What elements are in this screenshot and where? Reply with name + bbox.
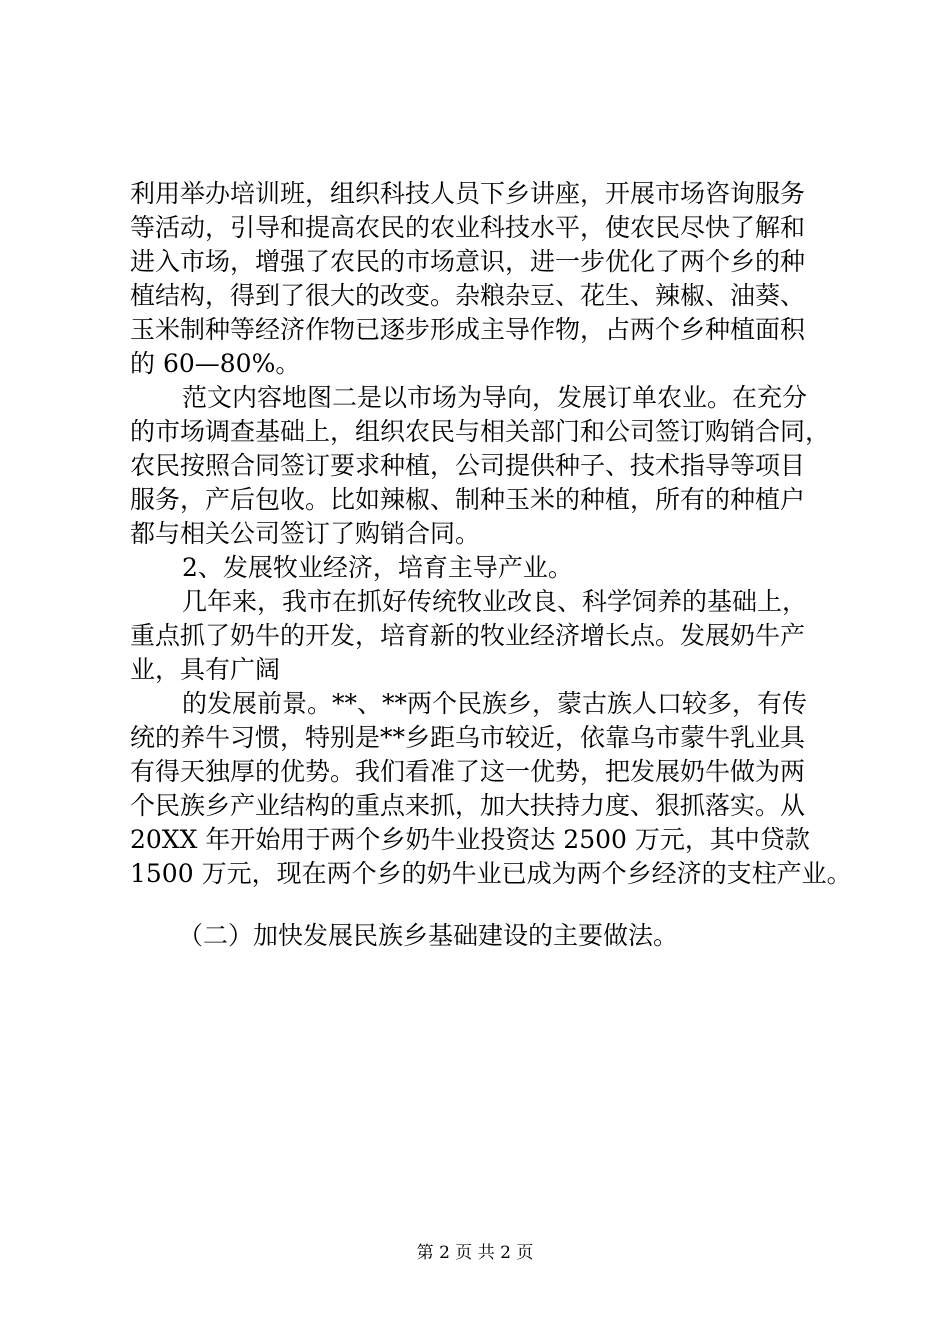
paragraph-3-line-1: 几年来，我市在抓好传统牧业改良、科学饲养的基础上， [182,587,808,616]
paragraph-3-line-4: 的发展前景。**、**两个民族乡，蒙古族人口较多，有传 [182,689,808,718]
paragraph-2-line-2: 的市场调查基础上，组织农民与相关部门和公司签订购销合同， [130,417,831,446]
paragraph-2-line-4: 服务，产后包收。比如辣椒、制种玉米的种植，所有的种植户 [130,485,806,514]
paragraph-2-line-5: 都与相关公司签订了购销合同。 [130,519,481,548]
paragraph-3-line-6: 有得天独厚的优势。我们看准了这一优势，把发展奶牛做为两 [130,757,806,786]
section-heading: 2、发展牧业经济，培育主导产业。 [182,553,573,582]
text-line-1: 利用举办培训班，组织科技人员下乡讲座，开展市场咨询服务 [130,179,806,208]
text-line-4: 植结构，得到了很大的改变。杂粮杂豆、花生、辣椒、油葵、 [130,281,806,310]
paragraph-2-line-3: 农民按照合同签订要求种植，公司提供种子、技术指导等项目 [130,451,806,480]
paragraph-3-line-5: 统的养牛习惯，特别是**乡距乌市较近，依靠乌市蒙牛乳业具 [130,723,806,752]
paragraph-3-line-8: 20XX 年开始用于两个乡奶牛业投资达 2500 万元，其中贷款 [130,825,810,854]
text-line-6: 的 60—80%。 [130,349,301,378]
text-line-2: 等活动，引导和提高农民的农业科技水平，使农民尽快了解和 [130,213,806,242]
paragraph-3-line-7: 个民族乡产业结构的重点来抓，加大扶持力度、狠抓落实。从 [130,791,806,820]
paragraph-3-line-9: 1500 万元，现在两个乡的奶牛业已成为两个乡经济的支柱产业。 [130,859,852,888]
paragraph-3-line-3: 业，具有广阔 [130,655,281,684]
text-line-3: 进入市场，增强了农民的市场意识，进一步优化了两个乡的种 [130,247,806,276]
paragraph-2-line-1: 范文内容地图二是以市场为导向，发展订单农业。在充分 [182,383,808,412]
paragraph-3-line-2: 重点抓了奶牛的开发，培育新的牧业经济增长点。发展奶牛产 [130,621,806,650]
subsection-heading: （二）加快发展民族乡基础建设的主要做法。 [178,921,679,950]
text-line-5: 玉米制种等经济作物已逐步形成主导作物，占两个乡种植面积 [130,315,806,344]
page-number-footer: 第 2 页 共 2 页 [416,1243,534,1263]
